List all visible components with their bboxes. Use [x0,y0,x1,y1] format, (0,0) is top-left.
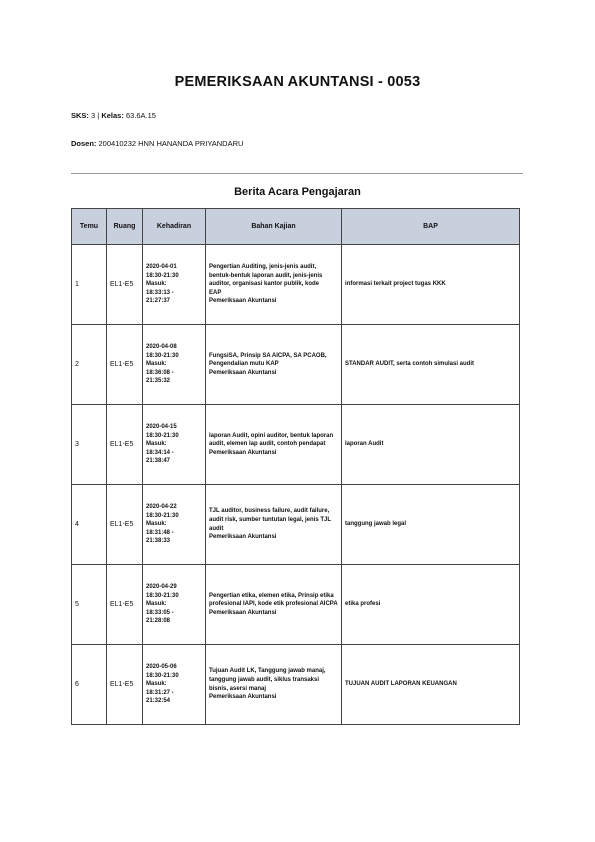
cell-bahan-kajian [206,485,342,565]
cell-bahan-kajian [206,565,342,645]
kehadiran-line: Masuk: [146,441,167,448]
bahan-line: Pemeriksaan Akuntansi [209,449,277,456]
cell-bap: tanggung jawab legal [342,485,520,565]
kehadiran-line: 18:30-21:30 [146,272,179,279]
table-row [72,405,520,485]
bahan-line: Pengertian etika, elemen etika, Prinsip etika profesional IAPI, kode etik profesional AICPA [209,592,338,608]
lecturer-line [71,139,243,148]
kehadiran-line: 2020-04-22 [146,504,177,511]
cell-temu: 4 [72,485,107,565]
sks-value: 3 [91,111,96,120]
table-row [72,645,520,725]
bahan-line: TJL auditor, business failure, audit failure, audit risk, sumber tuntutan legal, jenis TJL audit [209,508,331,532]
kehadiran-line: Masuk: [146,361,167,368]
bap-table [71,208,520,725]
kehadiran-line: Masuk: [146,521,167,528]
kehadiran-line: 18:34:14 - [146,449,174,456]
cell-ruang: EL1-E5 [107,245,143,325]
kehadiran-line: 21:38:47 [146,458,171,465]
kehadiran-line: 21:28:08 [146,618,171,625]
cell-ruang: EL1-E5 [107,325,143,405]
kehadiran-line: 2020-04-15 [146,424,177,431]
cell-ruang: EL1-E5 [107,405,143,485]
header-bap: BAP [342,209,520,245]
cell-temu: 3 [72,405,107,485]
dosen-value: 200410232 HNN HANANDA PRIYANDARU [98,139,244,148]
kehadiran-line: 21:38:33 [146,538,171,545]
kehadiran-line: 18:31:48 - [146,529,174,536]
kehadiran-line: 21:27:37 [146,298,171,305]
course-meta-line [71,111,156,120]
bahan-line: Pemeriksaan Akuntansi [209,369,277,376]
cell-temu: 6 [72,645,107,725]
table-row [72,245,520,325]
cell-ruang: EL1-E5 [107,565,143,645]
kehadiran-line: 18:30-21:30 [146,352,179,359]
kehadiran-line: 18:30-21:30 [146,672,179,679]
kehadiran-line: Masuk: [146,281,167,288]
cell-temu: 5 [72,565,107,645]
section-title: Berita Acara Pengajaran [234,186,361,198]
cell-bap: informasi terkait project tugas KKK [342,245,520,325]
kehadiran-line: 18:30-21:30 [146,512,179,519]
cell-temu: 2 [72,325,107,405]
cell-bahan-kajian [206,645,342,725]
cell-bahan-kajian [206,325,342,405]
kehadiran-line: 2020-05-06 [146,664,177,671]
cell-bahan-kajian [206,245,342,325]
bahan-line: Pemeriksaan Akuntansi [209,534,277,541]
cell-ruang: EL1-E5 [107,645,143,725]
kelas-label: Kelas: [101,111,124,120]
kehadiran-line: 18:30-21:30 [146,592,179,599]
kehadiran-line: 18:36:08 - [146,369,174,376]
divider [71,173,523,174]
kehadiran-line: 18:33:13 - [146,289,174,296]
cell-bap: TUJUAN AUDIT LAPORAN KEUANGAN [342,645,520,725]
cell-bap: STANDAR AUDIT, serta contoh simulasi audit [342,325,520,405]
header-kehadiran: Kehadiran [143,209,206,245]
table-row [72,485,520,565]
kehadiran-line: 18:30-21:30 [146,432,179,439]
cell-kehadiran [143,485,206,565]
kehadiran-line: Masuk: [146,681,167,688]
kehadiran-line: 18:33:05 - [146,609,174,616]
bahan-line: FungsiSA, Prinsip SA AICPA, SA PCAOB, Pengendalian mutu KAP [209,352,327,368]
table-row [72,325,520,405]
dosen-label: Dosen: [71,139,97,148]
kelas-value: 63.6A.15 [125,111,156,120]
cell-kehadiran [143,645,206,725]
bahan-line: Tujuan Audit LK, Tanggung jawab manaj, tanggung jawab audit, siklus transaksi bisnis, asersi manaj [209,668,326,692]
cell-kehadiran [143,245,206,325]
bahan-line: Pengertian Auditing, jenis-jenis audit, bentuk-bentuk laporan audit, jenis-jenis auditor, organisasi kantor publik, kode [209,264,323,288]
bahan-line: Pemeriksaan Akuntansi [209,694,277,701]
page-title: PEMERIKSAAN AKUNTANSI - 0053 [174,74,421,90]
cell-temu: 1 [72,245,107,325]
header-bahan-kajian: Bahan Kajian [206,209,342,245]
table-row [72,565,520,645]
kehadiran-line: 21:35:32 [146,378,171,385]
kehadiran-line: 2020-04-29 [146,584,177,591]
cell-kehadiran [143,405,206,485]
kehadiran-line: 18:31:27 - [146,689,174,696]
cell-kehadiran [143,325,206,405]
kehadiran-line: 21:32:54 [146,698,171,705]
bahan-line: Pemeriksaan Akuntansi [209,298,277,305]
bahan-line: Pemeriksaan Akuntansi [209,609,277,616]
bahan-line: EAP [209,289,222,296]
sks-label: SKS: [71,111,89,120]
header-temu: Temu [72,209,107,245]
table-header-row [72,209,520,245]
cell-bahan-kajian [206,405,342,485]
kehadiran-line: Masuk: [146,601,167,608]
header-ruang: Ruang [107,209,143,245]
cell-kehadiran [143,565,206,645]
cell-bap: etika profesi [342,565,520,645]
bahan-line: laporan Audit, opini auditor, bentuk laporan audit, elemen lap audit, contoh pendapat [209,432,334,448]
kehadiran-line: 2020-04-08 [146,344,177,351]
cell-bap: laporan Audit [342,405,520,485]
cell-ruang: EL1-E5 [107,485,143,565]
separator: | [97,111,100,120]
kehadiran-line: 2020-04-01 [146,264,177,271]
